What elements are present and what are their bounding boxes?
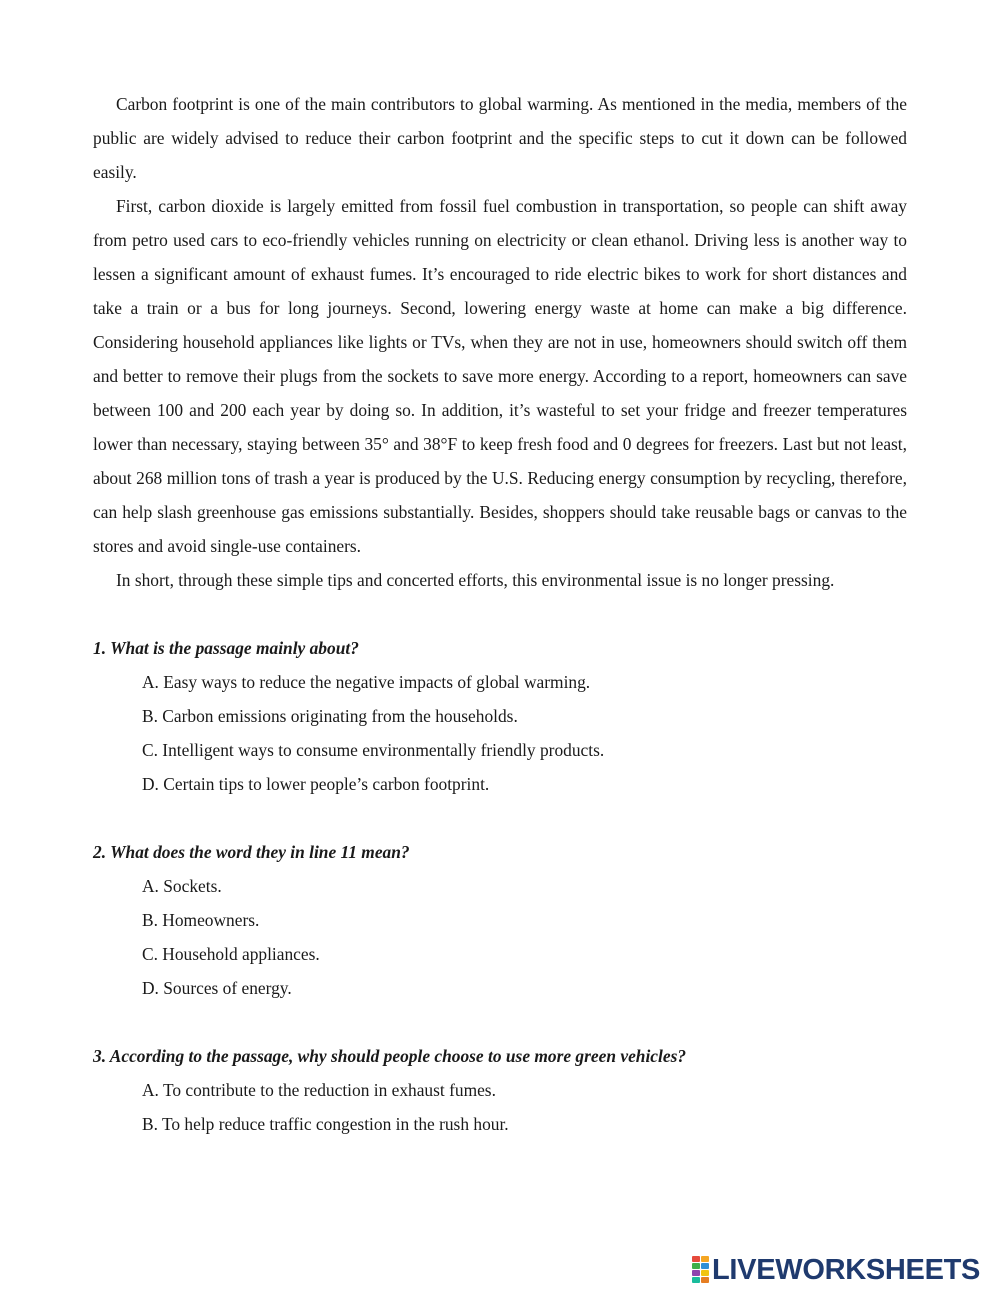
question-2-option-a[interactable]: A. Sockets. bbox=[142, 876, 222, 896]
question-3: 3. According to the passage, why should people choose to use more green vehicles? bbox=[93, 1046, 687, 1066]
question-1-option-c[interactable]: C. Intelligent ways to consume environmentally friendly products. bbox=[142, 740, 605, 760]
liveworksheets-logo-icon bbox=[692, 1256, 709, 1284]
liveworksheets-logo[interactable] bbox=[692, 1253, 980, 1287]
question-block-2 bbox=[93, 835, 907, 1005]
logo-tile bbox=[692, 1270, 700, 1276]
logo-tile bbox=[692, 1263, 700, 1269]
question-2-option-b[interactable]: B. Homeowners. bbox=[142, 910, 260, 930]
question-1-option-b[interactable]: B. Carbon emissions originating from the households. bbox=[142, 706, 518, 726]
logo-tile bbox=[701, 1263, 709, 1269]
question-1-option-a[interactable]: A. Easy ways to reduce the negative impacts of global warming. bbox=[142, 672, 591, 692]
question-3-option-a[interactable]: A. To contribute to the reduction in exhaust fumes. bbox=[142, 1080, 496, 1100]
question-block-3 bbox=[93, 1039, 907, 1141]
logo-tile bbox=[701, 1256, 709, 1262]
question-3-option-b[interactable]: B. To help reduce traffic congestion in the rush hour. bbox=[142, 1114, 509, 1134]
passage-paragraph-2: First, carbon dioxide is largely emitted from fossil fuel combustion in transportation, so people can shift away from petro used cars to eco-friendly vehicles running on electricity or clean ethanol. Driving less is another way to lessen a significant amount of exhaust fumes. It’s encouraged to ride electric bikes to work for short distances and take a train or a bus for long journeys. Second, lowering energy waste at home can make a big difference. Considering household appliances like lights or TVs, when they are not in use, homeowners should switch off them and better to remove their plugs from the sockets to save more energy. According to a report, homeowners can save between 100 and 200 each year by doing so. In addition, it’s wasteful to set your fridge and freezer temperatures lower than necessary, staying between 35° and 38°F to keep fresh food and 0 degrees for freezers. Last but not least, about 268 million tons of trash a year is produced by the U.S. Reducing energy consumption by recycling, therefore, can help slash greenhouse gas emissions substantially. Besides, shoppers should take reusable bags or canvas to the stores and avoid single-use containers. bbox=[93, 196, 907, 556]
liveworksheets-logo-text: LIVEWORKSHEETS bbox=[712, 1254, 981, 1286]
worksheet-page bbox=[93, 87, 907, 1141]
passage-paragraph-1: Carbon footprint is one of the main contributors to global warming. As mentioned in the media, members of the public are widely advised to reduce their carbon footprint and the specific steps to cut it down can be followed easily. bbox=[93, 94, 907, 182]
spacer bbox=[93, 801, 907, 835]
question-1: 1. What is the passage mainly about? bbox=[93, 638, 359, 658]
logo-tile bbox=[692, 1277, 700, 1283]
logo-tile bbox=[692, 1256, 700, 1262]
question-block-1 bbox=[93, 631, 907, 801]
question-2-option-d[interactable]: D. Sources of energy. bbox=[142, 978, 292, 998]
spacer bbox=[93, 597, 907, 631]
question-2-option-c[interactable]: C. Household appliances. bbox=[142, 944, 320, 964]
spacer bbox=[93, 1005, 907, 1039]
question-2: 2. What does the word they in line 11 mean? bbox=[93, 842, 410, 862]
question-1-option-d[interactable]: D. Certain tips to lower people’s carbon footprint. bbox=[142, 774, 490, 794]
passage-paragraph-3: In short, through these simple tips and concerted efforts, this environmental issue is no longer pressing. bbox=[116, 570, 835, 590]
logo-tile bbox=[701, 1277, 709, 1283]
logo-tile bbox=[701, 1270, 709, 1276]
